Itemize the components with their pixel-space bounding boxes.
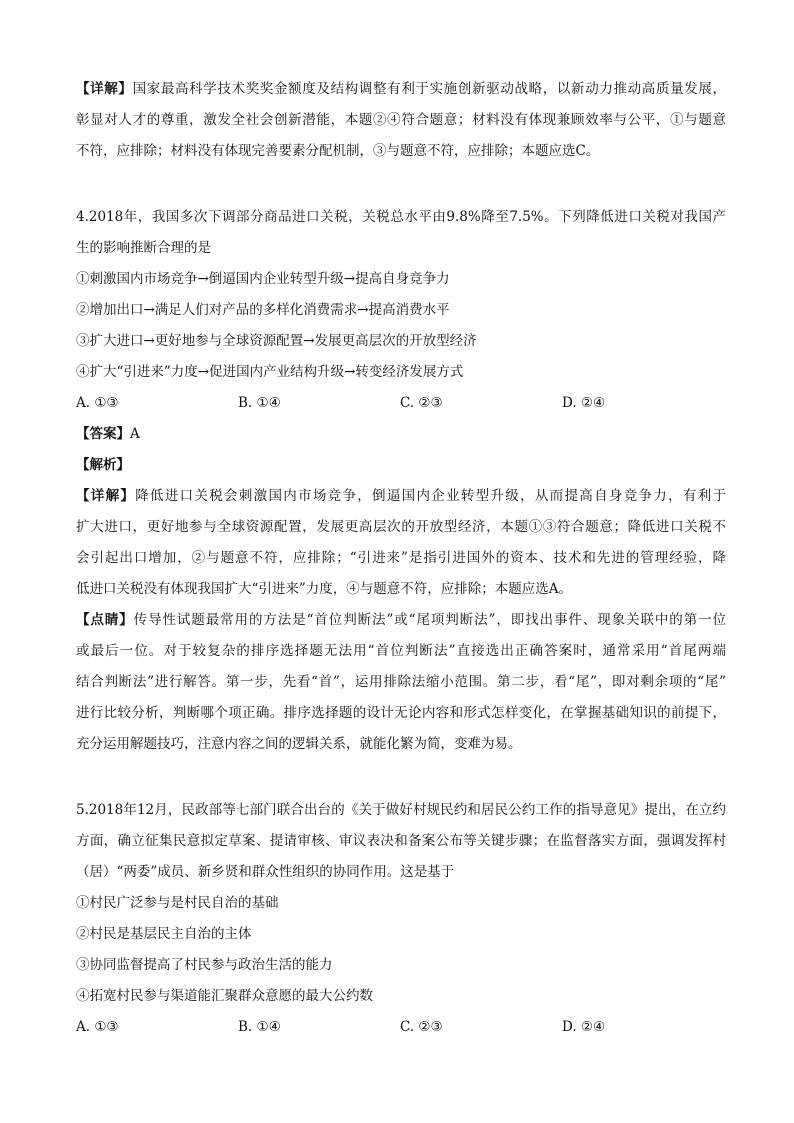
q4-tip-line-3: 结合判断法”进行解答。第一步，先看“首”，运用排除法缩小范围。第二步，看“尾”，即对剩余项的“尾” xyxy=(76,674,726,690)
q4-detail-text-1: 降低进口关税会刺激国内市场竞争，倒逼国内企业转型升级，从而提高自身竞争力，有利于 xyxy=(135,488,726,504)
q5-item-1: ①村民广泛参与是村民自治的基础 xyxy=(76,895,279,911)
q4-tip-text-1: 传导性试题最常用的方法是“首位判断法”或“尾项判断法”，即找出事件、现象关联中的第一位 xyxy=(133,612,726,628)
q5-stem-line-1: 5.2018年12月，民政部等七部门联合出台的《关于做好村规民约和居民公约工作的指导意见》提出，在立约 xyxy=(76,802,726,818)
q4-detail-line-3: 会引起出口增加，②与题意不符，应排除；“引进来”是指引进国外的资本、技术和先进的管理经验，降 xyxy=(76,550,726,566)
q4-tip-line-2: 或最后一位。对于较复杂的排序选择题无法用“首位判断法”直接选出正确答案时，通常采用“首尾两端 xyxy=(76,643,726,659)
q5-item-4: ④拓宽村民参与渠道能汇聚群众意愿的最大公约数 xyxy=(76,988,373,1004)
q4-item-4: ④扩大“引进来”力度→促进国内产业结构升级→转变经济发展方式 xyxy=(76,364,464,380)
q3-detail-line-1 xyxy=(76,74,726,105)
q4-tip-line-5: 充分运用解题技巧，注意内容之间的逻辑关系，就能化繁为简，变难为易。 xyxy=(76,736,522,752)
detail-tag: 【详解】 xyxy=(76,81,133,97)
answer-tag: 【答案】 xyxy=(76,426,130,442)
q3-detail-section xyxy=(76,74,726,167)
q5-option-d: D. ②④ xyxy=(562,1019,606,1035)
q4-option-c: C. ②③ xyxy=(400,395,443,411)
detail-tag: 【详解】 xyxy=(76,488,136,504)
q4-stem-line-1: 4.2018年，我国多次下调部分商品进口关税，关税总水平由9.8%降至7.5%。下列降低进口关税对我国产 xyxy=(76,209,726,225)
q4-analysis-line xyxy=(76,450,726,481)
q4-detail-line-2: 扩大进口，更好地参与全球资源配置，发展更高层次的开放型经济，本题①③符合题意；降低进口关税不 xyxy=(76,519,726,535)
q5-options xyxy=(76,1012,726,1043)
q5-item-3: ③协同监督提高了村民参与政治生活的能力 xyxy=(76,957,333,973)
tip-tag: 【点睛】 xyxy=(76,612,134,628)
q4-option-b: B. ①④ xyxy=(238,395,281,411)
q4-options xyxy=(76,388,726,419)
q4-item-2: ②增加出口→满足人们对产品的多样化消费需求→提高消费水平 xyxy=(76,302,450,318)
q5-item-2: ②村民是基层民主自治的主体 xyxy=(76,926,252,942)
q3-detail-text-1: 国家最高科学技术奖奖金额度及结构调整有利于实施创新驱动战略，以新动力推动高质量发展， xyxy=(132,81,726,97)
q4-item-3: ③扩大进口→更好地参与全球资源配置→发展更高层次的开放型经济 xyxy=(76,333,477,349)
q5-option-a: A. ①③ xyxy=(76,1019,119,1035)
q4-tip-line-4: 进行比较分析，判断哪个项正确。排序选择题的设计无论内容和形式怎样变化，在掌握基础知识的前提下， xyxy=(76,705,726,721)
q5-option-b: B. ①④ xyxy=(238,1019,281,1035)
q4-option-d: D. ②④ xyxy=(562,395,606,411)
q4-stem-line-2: 生的影响推断合理的是 xyxy=(76,240,211,256)
q5-stem-line-2: 方面，确立征集民意拟定草案、提请审核、审议表决和备案公布等关键步骤；在监督落实方面，强调发挥村 xyxy=(76,833,726,849)
q5-option-c: C. ②③ xyxy=(400,1019,443,1035)
q4-item-1: ①刺激国内市场竞争→倒逼国内企业转型升级→提高自身竞争力 xyxy=(76,271,450,287)
q3-detail-line-3: 不符，应排除；材料没有体现完善要素分配机制，③与题意不符，应排除；本题应选C。 xyxy=(76,143,600,159)
q4-detail-line-4: 低进口关税没有体现我国扩大“引进来”力度，④与题意不符，应排除；本题应选A。 xyxy=(76,581,573,597)
q4-tip-line-1 xyxy=(76,605,726,636)
q4-option-a: A. ①③ xyxy=(76,395,119,411)
q5-stem-line-3: （居）“两委”成员、新乡贤和群众性组织的协同作用。这是基于 xyxy=(76,864,455,880)
question-5 xyxy=(76,795,726,1043)
q3-detail-line-2: 彰显对人才的尊重，激发全社会创新潜能，本题②④符合题意；材料没有体现兼顾效率与公平，①与题意 xyxy=(76,112,726,128)
q4-detail-line-1 xyxy=(76,481,726,512)
q4-answer-line xyxy=(76,419,726,450)
question-4 xyxy=(76,202,726,760)
q4-answer: A xyxy=(130,426,140,442)
analysis-tag: 【解析】 xyxy=(76,457,130,473)
